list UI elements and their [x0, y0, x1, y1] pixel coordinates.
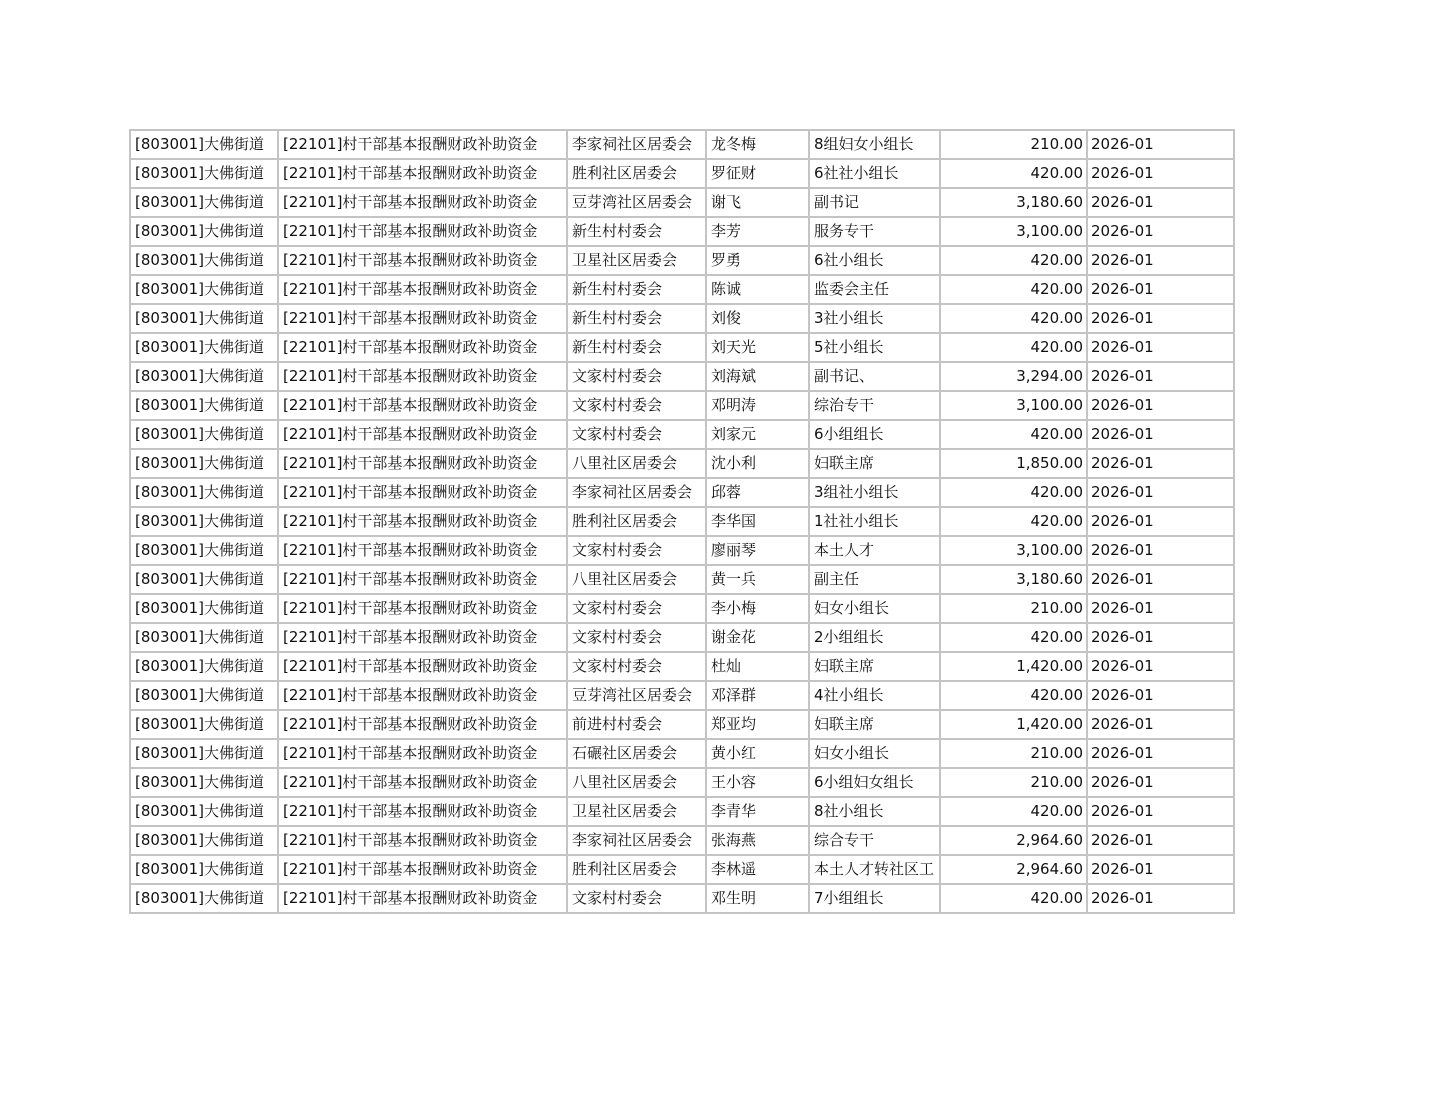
period-cell: 2026-01: [1087, 884, 1234, 913]
position-cell: 妇女小组长: [809, 739, 940, 768]
unit-cell: [803001]大佛街道: [130, 304, 278, 333]
amount-cell: 420.00: [940, 304, 1087, 333]
person-name-cell: 王小容: [706, 768, 809, 797]
table-row: [130, 710, 1234, 739]
organization-cell: 文家村村委会: [567, 420, 706, 449]
table-row: [130, 594, 1234, 623]
period-cell: 2026-01: [1087, 623, 1234, 652]
person-name-cell: 陈诚: [706, 275, 809, 304]
person-name-cell: 邱蓉: [706, 478, 809, 507]
fund-cell: [22101]村干部基本报酬财政补助资金: [278, 768, 567, 797]
organization-cell: 前进村村委会: [567, 710, 706, 739]
amount-cell: 1,420.00: [940, 652, 1087, 681]
table-row: [130, 478, 1234, 507]
table-row: [130, 855, 1234, 884]
period-cell: 2026-01: [1087, 449, 1234, 478]
amount-cell: 420.00: [940, 478, 1087, 507]
organization-cell: 新生村村委会: [567, 304, 706, 333]
person-name-cell: 李芳: [706, 217, 809, 246]
organization-cell: 李家祠社区居委会: [567, 478, 706, 507]
period-cell: 2026-01: [1087, 652, 1234, 681]
unit-cell: [803001]大佛街道: [130, 594, 278, 623]
person-name-cell: 刘海斌: [706, 362, 809, 391]
fund-cell: [22101]村干部基本报酬财政补助资金: [278, 478, 567, 507]
fund-cell: [22101]村干部基本报酬财政补助资金: [278, 536, 567, 565]
unit-cell: [803001]大佛街道: [130, 275, 278, 304]
organization-cell: 文家村村委会: [567, 623, 706, 652]
position-cell: 2小组组长: [809, 623, 940, 652]
period-cell: 2026-01: [1087, 826, 1234, 855]
person-name-cell: 李小梅: [706, 594, 809, 623]
organization-cell: 文家村村委会: [567, 362, 706, 391]
position-cell: 8社小组长: [809, 797, 940, 826]
amount-cell: 420.00: [940, 246, 1087, 275]
amount-cell: 420.00: [940, 420, 1087, 449]
position-cell: 3组社小组长: [809, 478, 940, 507]
organization-cell: 文家村村委会: [567, 391, 706, 420]
period-cell: 2026-01: [1087, 797, 1234, 826]
amount-cell: 3,100.00: [940, 217, 1087, 246]
organization-cell: 卫星社区居委会: [567, 797, 706, 826]
position-cell: 妇联主席: [809, 652, 940, 681]
amount-cell: 210.00: [940, 739, 1087, 768]
fund-cell: [22101]村干部基本报酬财政补助资金: [278, 333, 567, 362]
unit-cell: [803001]大佛街道: [130, 797, 278, 826]
position-cell: 副书记、: [809, 362, 940, 391]
table-row: [130, 739, 1234, 768]
organization-cell: 文家村村委会: [567, 536, 706, 565]
unit-cell: [803001]大佛街道: [130, 681, 278, 710]
position-cell: 综治专干: [809, 391, 940, 420]
period-cell: 2026-01: [1087, 391, 1234, 420]
person-name-cell: 李青华: [706, 797, 809, 826]
person-name-cell: 罗勇: [706, 246, 809, 275]
person-name-cell: 邓明涛: [706, 391, 809, 420]
fund-cell: [22101]村干部基本报酬财政补助资金: [278, 391, 567, 420]
position-cell: 本土人才转社区工: [809, 855, 940, 884]
fund-cell: [22101]村干部基本报酬财政补助资金: [278, 217, 567, 246]
table-row: [130, 304, 1234, 333]
position-cell: 综合专干: [809, 826, 940, 855]
table-row: [130, 652, 1234, 681]
unit-cell: [803001]大佛街道: [130, 855, 278, 884]
unit-cell: [803001]大佛街道: [130, 739, 278, 768]
unit-cell: [803001]大佛街道: [130, 420, 278, 449]
period-cell: 2026-01: [1087, 130, 1234, 159]
position-cell: 4社小组长: [809, 681, 940, 710]
table-row: [130, 159, 1234, 188]
table-body: [130, 130, 1234, 913]
amount-cell: 3,180.60: [940, 565, 1087, 594]
unit-cell: [803001]大佛街道: [130, 623, 278, 652]
unit-cell: [803001]大佛街道: [130, 536, 278, 565]
amount-cell: 420.00: [940, 275, 1087, 304]
person-name-cell: 谢飞: [706, 188, 809, 217]
amount-cell: 420.00: [940, 159, 1087, 188]
unit-cell: [803001]大佛街道: [130, 768, 278, 797]
unit-cell: [803001]大佛街道: [130, 884, 278, 913]
period-cell: 2026-01: [1087, 159, 1234, 188]
amount-cell: 420.00: [940, 681, 1087, 710]
table-row: [130, 797, 1234, 826]
organization-cell: 石碾社区居委会: [567, 739, 706, 768]
amount-cell: 420.00: [940, 797, 1087, 826]
amount-cell: 210.00: [940, 768, 1087, 797]
fund-cell: [22101]村干部基本报酬财政补助资金: [278, 275, 567, 304]
table-row: [130, 623, 1234, 652]
position-cell: 服务专干: [809, 217, 940, 246]
person-name-cell: 郑亚均: [706, 710, 809, 739]
person-name-cell: 廖丽琴: [706, 536, 809, 565]
table-row: [130, 826, 1234, 855]
table-row: [130, 449, 1234, 478]
period-cell: 2026-01: [1087, 594, 1234, 623]
unit-cell: [803001]大佛街道: [130, 710, 278, 739]
fund-cell: [22101]村干部基本报酬财政补助资金: [278, 652, 567, 681]
table-row: [130, 536, 1234, 565]
period-cell: 2026-01: [1087, 855, 1234, 884]
position-cell: 7小组组长: [809, 884, 940, 913]
fund-cell: [22101]村干部基本报酬财政补助资金: [278, 304, 567, 333]
table-row: [130, 188, 1234, 217]
period-cell: 2026-01: [1087, 420, 1234, 449]
fund-cell: [22101]村干部基本报酬财政补助资金: [278, 681, 567, 710]
unit-cell: [803001]大佛街道: [130, 333, 278, 362]
fund-cell: [22101]村干部基本报酬财政补助资金: [278, 362, 567, 391]
period-cell: 2026-01: [1087, 188, 1234, 217]
unit-cell: [803001]大佛街道: [130, 507, 278, 536]
fund-cell: [22101]村干部基本报酬财政补助资金: [278, 449, 567, 478]
period-cell: 2026-01: [1087, 739, 1234, 768]
period-cell: 2026-01: [1087, 507, 1234, 536]
person-name-cell: 黄小红: [706, 739, 809, 768]
organization-cell: 文家村村委会: [567, 652, 706, 681]
period-cell: 2026-01: [1087, 478, 1234, 507]
table-row: [130, 420, 1234, 449]
fund-cell: [22101]村干部基本报酬财政补助资金: [278, 855, 567, 884]
table-row: [130, 391, 1234, 420]
unit-cell: [803001]大佛街道: [130, 159, 278, 188]
organization-cell: 胜利社区居委会: [567, 855, 706, 884]
person-name-cell: 刘俊: [706, 304, 809, 333]
amount-cell: 420.00: [940, 884, 1087, 913]
fund-cell: [22101]村干部基本报酬财政补助资金: [278, 797, 567, 826]
amount-cell: 2,964.60: [940, 855, 1087, 884]
person-name-cell: 龙冬梅: [706, 130, 809, 159]
table-row: [130, 275, 1234, 304]
organization-cell: 卫星社区居委会: [567, 246, 706, 275]
organization-cell: 豆芽湾社区居委会: [567, 188, 706, 217]
fund-cell: [22101]村干部基本报酬财政补助资金: [278, 826, 567, 855]
person-name-cell: 罗征财: [706, 159, 809, 188]
table-row: [130, 333, 1234, 362]
person-name-cell: 李华国: [706, 507, 809, 536]
fund-cell: [22101]村干部基本报酬财政补助资金: [278, 710, 567, 739]
period-cell: 2026-01: [1087, 536, 1234, 565]
unit-cell: [803001]大佛街道: [130, 826, 278, 855]
fund-cell: [22101]村干部基本报酬财政补助资金: [278, 188, 567, 217]
position-cell: 本土人才: [809, 536, 940, 565]
period-cell: 2026-01: [1087, 710, 1234, 739]
amount-cell: 1,420.00: [940, 710, 1087, 739]
person-name-cell: 黄一兵: [706, 565, 809, 594]
period-cell: 2026-01: [1087, 246, 1234, 275]
table-row: [130, 362, 1234, 391]
person-name-cell: 邓生明: [706, 884, 809, 913]
table-row: [130, 565, 1234, 594]
unit-cell: [803001]大佛街道: [130, 391, 278, 420]
unit-cell: [803001]大佛街道: [130, 246, 278, 275]
payroll-table: [129, 129, 1235, 914]
person-name-cell: 张海燕: [706, 826, 809, 855]
period-cell: 2026-01: [1087, 333, 1234, 362]
table-row: [130, 768, 1234, 797]
unit-cell: [803001]大佛街道: [130, 565, 278, 594]
period-cell: 2026-01: [1087, 275, 1234, 304]
fund-cell: [22101]村干部基本报酬财政补助资金: [278, 159, 567, 188]
period-cell: 2026-01: [1087, 217, 1234, 246]
fund-cell: [22101]村干部基本报酬财政补助资金: [278, 594, 567, 623]
organization-cell: 新生村村委会: [567, 275, 706, 304]
position-cell: 6小组妇女组长: [809, 768, 940, 797]
organization-cell: 胜利社区居委会: [567, 507, 706, 536]
position-cell: 妇联主席: [809, 710, 940, 739]
organization-cell: 胜利社区居委会: [567, 159, 706, 188]
amount-cell: 420.00: [940, 623, 1087, 652]
organization-cell: 李家祠社区居委会: [567, 826, 706, 855]
unit-cell: [803001]大佛街道: [130, 188, 278, 217]
fund-cell: [22101]村干部基本报酬财政补助资金: [278, 623, 567, 652]
organization-cell: 李家祠社区居委会: [567, 130, 706, 159]
amount-cell: 420.00: [940, 507, 1087, 536]
amount-cell: 3,180.60: [940, 188, 1087, 217]
amount-cell: 420.00: [940, 333, 1087, 362]
amount-cell: 2,964.60: [940, 826, 1087, 855]
amount-cell: 3,100.00: [940, 536, 1087, 565]
table-row: [130, 246, 1234, 275]
person-name-cell: 刘天光: [706, 333, 809, 362]
position-cell: 6小组组长: [809, 420, 940, 449]
period-cell: 2026-01: [1087, 768, 1234, 797]
organization-cell: 文家村村委会: [567, 884, 706, 913]
unit-cell: [803001]大佛街道: [130, 362, 278, 391]
table-row: [130, 507, 1234, 536]
fund-cell: [22101]村干部基本报酬财政补助资金: [278, 130, 567, 159]
period-cell: 2026-01: [1087, 304, 1234, 333]
period-cell: 2026-01: [1087, 362, 1234, 391]
position-cell: 6社社小组长: [809, 159, 940, 188]
position-cell: 1社社小组长: [809, 507, 940, 536]
unit-cell: [803001]大佛街道: [130, 217, 278, 246]
position-cell: 3社小组长: [809, 304, 940, 333]
organization-cell: 八里社区居委会: [567, 565, 706, 594]
fund-cell: [22101]村干部基本报酬财政补助资金: [278, 739, 567, 768]
amount-cell: 210.00: [940, 130, 1087, 159]
position-cell: 妇女小组长: [809, 594, 940, 623]
organization-cell: 新生村村委会: [567, 217, 706, 246]
organization-cell: 八里社区居委会: [567, 768, 706, 797]
organization-cell: 豆芽湾社区居委会: [567, 681, 706, 710]
amount-cell: 210.00: [940, 594, 1087, 623]
fund-cell: [22101]村干部基本报酬财政补助资金: [278, 246, 567, 275]
table-row: [130, 130, 1234, 159]
position-cell: 副主任: [809, 565, 940, 594]
fund-cell: [22101]村干部基本报酬财政补助资金: [278, 507, 567, 536]
person-name-cell: 刘家元: [706, 420, 809, 449]
table-row: [130, 681, 1234, 710]
person-name-cell: 谢金花: [706, 623, 809, 652]
fund-cell: [22101]村干部基本报酬财政补助资金: [278, 884, 567, 913]
position-cell: 副书记: [809, 188, 940, 217]
amount-cell: 1,850.00: [940, 449, 1087, 478]
position-cell: 6社小组长: [809, 246, 940, 275]
period-cell: 2026-01: [1087, 681, 1234, 710]
table-row: [130, 884, 1234, 913]
organization-cell: 八里社区居委会: [567, 449, 706, 478]
person-name-cell: 沈小利: [706, 449, 809, 478]
amount-cell: 3,100.00: [940, 391, 1087, 420]
period-cell: 2026-01: [1087, 565, 1234, 594]
position-cell: 监委会主任: [809, 275, 940, 304]
person-name-cell: 杜灿: [706, 652, 809, 681]
organization-cell: 文家村村委会: [567, 594, 706, 623]
person-name-cell: 邓泽群: [706, 681, 809, 710]
unit-cell: [803001]大佛街道: [130, 652, 278, 681]
amount-cell: 3,294.00: [940, 362, 1087, 391]
position-cell: 妇联主席: [809, 449, 940, 478]
organization-cell: 新生村村委会: [567, 333, 706, 362]
unit-cell: [803001]大佛街道: [130, 130, 278, 159]
position-cell: 8组妇女小组长: [809, 130, 940, 159]
table-row: [130, 217, 1234, 246]
fund-cell: [22101]村干部基本报酬财政补助资金: [278, 565, 567, 594]
unit-cell: [803001]大佛街道: [130, 478, 278, 507]
position-cell: 5社小组长: [809, 333, 940, 362]
unit-cell: [803001]大佛街道: [130, 449, 278, 478]
fund-cell: [22101]村干部基本报酬财政补助资金: [278, 420, 567, 449]
person-name-cell: 李林遥: [706, 855, 809, 884]
